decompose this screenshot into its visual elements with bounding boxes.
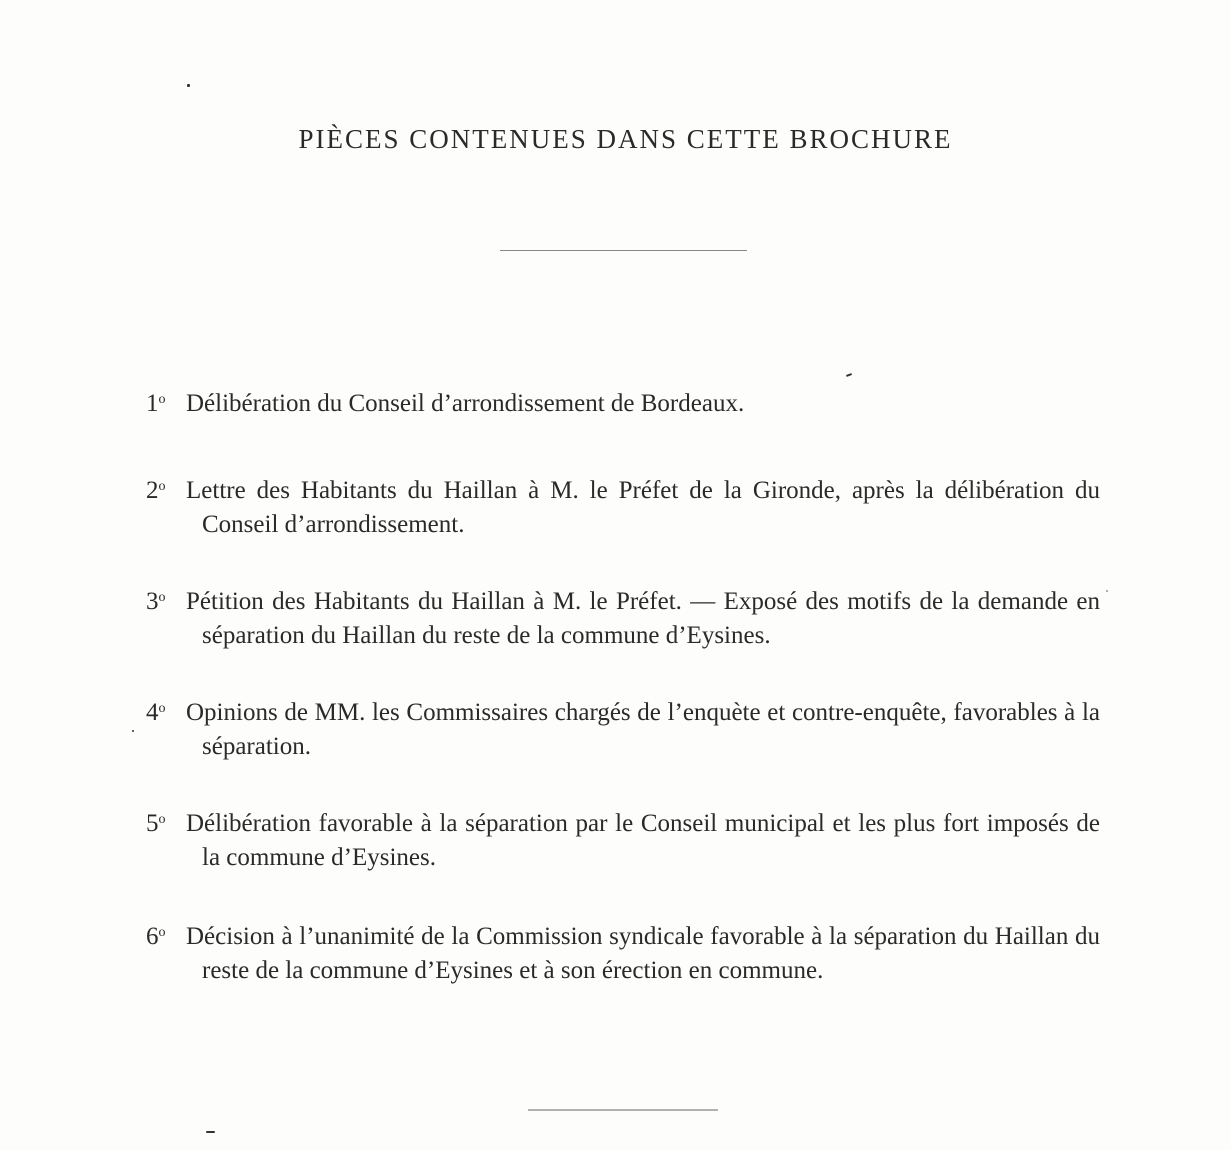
item-text: Décision à l’unanimité de la Commission syndicale favorable à la séparation du Haillan du reste de la commune d’Eysines et à son érection en commune. [186,923,1100,984]
item-number: 3$^o$ [146,588,166,615]
item-text: Délibération du Conseil d’arrondissement de Bordeaux. [186,390,745,417]
paper-speck [1106,590,1108,592]
title-divider [500,250,747,251]
page-title: PIÈCES CONTENUES DANS CETTE BROCHURE [298,124,953,154]
list-item [140,692,1100,764]
paper-speck [206,1131,215,1133]
paper-speck [187,84,190,87]
list-item [140,803,1100,875]
list-item [140,383,1100,421]
paper-speck [846,373,852,377]
item-text: Pétition des Habitants du Haillan à M. le Préfet. — Exposé des motifs de la demande en séparation du Haillan du reste de la commune d’Eysines. [186,588,1100,649]
paper-speck [132,730,134,732]
list-item [140,470,1100,542]
item-number: 1$^o$ [146,390,166,417]
item-number: 2$^o$ [146,477,166,504]
contents-list [140,383,1100,1030]
item-number: 5$^o$ [146,810,166,837]
list-item [140,916,1100,988]
item-text: Lettre des Habitants du Haillan à M. le Préfet de la Gironde, après la délibération du Conseil d’arrondissement. [186,477,1100,538]
bottom-divider [528,1109,718,1111]
item-number: 4$^o$ [146,699,166,726]
item-number: 6$^o$ [146,923,166,950]
item-text: Opinions de MM. les Commissaires chargés de l’enquète et contre-enquête, favorables à la séparation. [186,699,1100,760]
list-item [140,581,1100,653]
item-text: Délibération favorable à la séparation par le Conseil municipal et les plus fort imposés de la commune d’Eysines. [186,810,1100,871]
